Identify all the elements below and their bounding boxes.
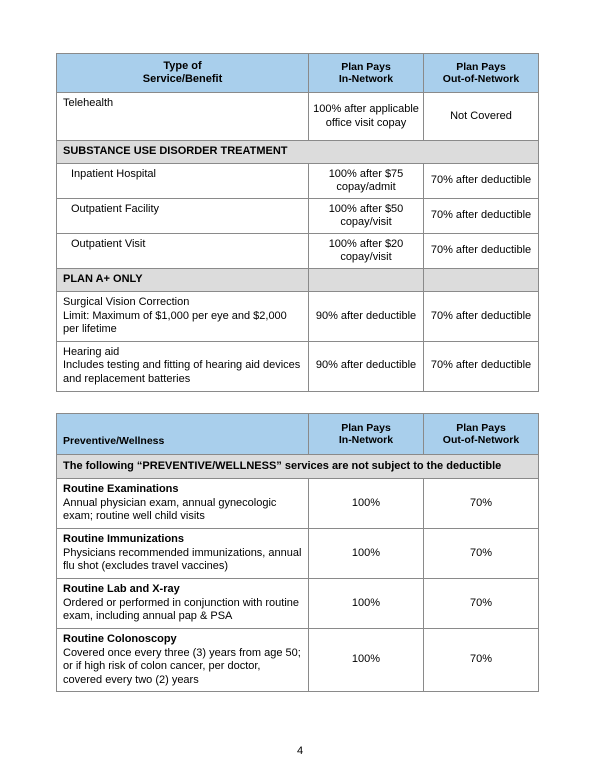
service-title: Hearing aid	[63, 345, 120, 358]
header-in-network	[309, 414, 424, 455]
in-network-value: 90% after deductible	[309, 292, 424, 342]
header-line: Type of	[163, 59, 202, 72]
section-row	[57, 141, 539, 164]
in-network-value: 90% after deductible	[309, 341, 424, 391]
section-title: SUBSTANCE USE DISORDER TREATMENT	[57, 141, 539, 164]
service-cell	[57, 529, 309, 579]
header-line: Plan Pays	[341, 422, 391, 434]
service-detail: Includes testing and fitting of hearing aid devices and replacement batteries	[63, 359, 301, 385]
table-row	[57, 234, 539, 269]
in-network-value: 100% after $50 copay/visit	[309, 199, 424, 234]
table-row	[57, 579, 539, 629]
table-row	[57, 93, 539, 141]
header-line: Out-of-Network	[442, 73, 520, 85]
service-cell	[57, 341, 309, 391]
header-out-of-network	[424, 54, 539, 93]
out-network-value: 70%	[424, 629, 539, 692]
service-title: Surgical Vision Correction	[63, 296, 190, 308]
deductible-note-row	[57, 455, 539, 479]
service-detail: Annual physician exam, annual gynecologic exam; routine well child visits	[63, 496, 277, 522]
header-line: In-Network	[338, 73, 394, 85]
service-detail: Ordered or performed in conjunction with routine exam, including annual pap & PSA	[63, 596, 300, 622]
out-network-value: Not Covered	[424, 93, 539, 141]
in-network-value: 100% after $75 copay/admit	[309, 164, 424, 199]
header-out-of-network	[424, 414, 539, 455]
service-cell	[57, 292, 309, 342]
header-line: Preventive/Wellness	[63, 434, 165, 447]
out-network-value: 70%	[424, 479, 539, 529]
header-line: Plan Pays	[456, 61, 506, 73]
in-network-value: 100%	[309, 629, 424, 692]
table-row	[57, 629, 539, 692]
service-detail: Physicians recommended immunizations, annual flu shot (excludes travel vaccines)	[63, 546, 302, 572]
header-line: Service/Benefit	[142, 73, 223, 85]
header-preventive-wellness	[57, 414, 309, 455]
out-network-value: 70%	[424, 579, 539, 629]
deductible-note: The following “PREVENTIVE/WELLNESS” services are not subject to the deductible	[57, 455, 539, 479]
header-service-benefit	[57, 54, 309, 93]
table-row	[57, 199, 539, 234]
service-detail: Covered once every three (3) years from age 50; or if high risk of colon cancer, per doctor, covered every two (2) years	[63, 646, 301, 686]
header-line: Plan Pays	[341, 61, 391, 73]
header-line: Out-of-Network	[442, 434, 520, 446]
service-title: Routine Examinations	[63, 483, 179, 495]
service-name: Telehealth	[57, 93, 309, 141]
header-in-network	[309, 54, 424, 93]
service-detail: Limit: Maximum of $1,000 per eye and $2,000 per lifetime	[63, 309, 287, 335]
in-network-value: 100%	[309, 479, 424, 529]
header-line: In-Network	[338, 434, 394, 446]
in-network-value: 100%	[309, 579, 424, 629]
service-name: Outpatient Facility	[57, 199, 309, 234]
out-network-value: 70% after deductible	[424, 341, 539, 391]
section-row	[57, 269, 539, 292]
out-network-value: 70% after deductible	[424, 292, 539, 342]
table-row	[57, 164, 539, 199]
section-blank-cell	[424, 269, 539, 292]
table-row	[57, 529, 539, 579]
out-network-value: 70% after deductible	[424, 234, 539, 269]
table-row	[57, 292, 539, 342]
service-cell	[57, 579, 309, 629]
service-cell	[57, 479, 309, 529]
service-name: Outpatient Visit	[57, 234, 309, 269]
service-name: Inpatient Hospital	[57, 164, 309, 199]
table-row	[57, 341, 539, 391]
in-network-value: 100%	[309, 529, 424, 579]
table-row	[57, 479, 539, 529]
header-line: Plan Pays	[456, 422, 506, 434]
section-title: PLAN A+ ONLY	[57, 269, 309, 292]
in-network-value: 100% after applicable office visit copay	[309, 93, 424, 141]
benefits-table	[56, 53, 539, 392]
service-title: Routine Lab and X-ray	[63, 583, 180, 595]
table-header-row	[57, 414, 539, 455]
page-number: 4	[296, 745, 304, 757]
service-cell	[57, 629, 309, 692]
out-network-value: 70%	[424, 529, 539, 579]
service-title: Routine Immunizations	[63, 533, 184, 545]
section-blank-cell	[309, 269, 424, 292]
out-network-value: 70% after deductible	[424, 199, 539, 234]
table-header-row	[57, 54, 539, 93]
in-network-value: 100% after $20 copay/visit	[309, 234, 424, 269]
out-network-value: 70% after deductible	[424, 164, 539, 199]
preventive-wellness-table	[56, 413, 539, 692]
service-title: Routine Colonoscopy	[63, 633, 177, 645]
